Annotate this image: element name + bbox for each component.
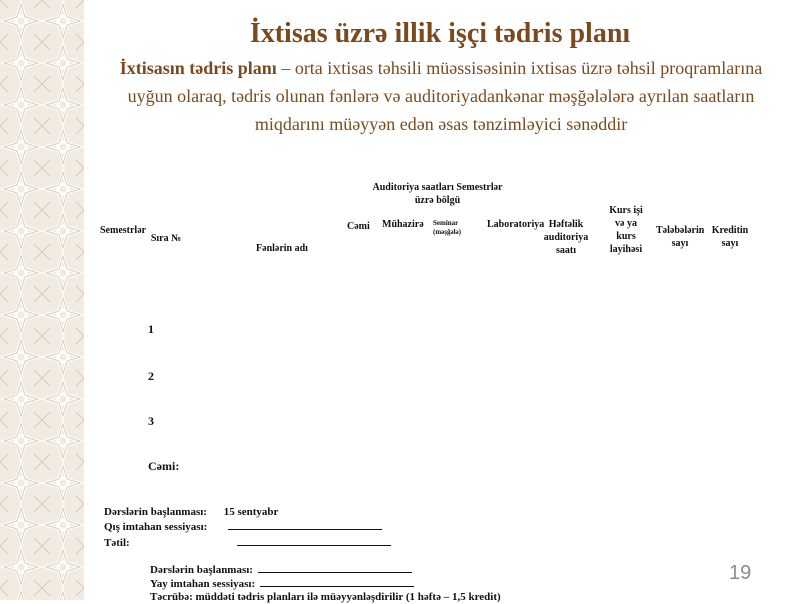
footer-start-semester1 — [104, 505, 278, 519]
footer-holiday-label: Tətil: — [104, 537, 130, 549]
header-telebe-sayi: Tələbələrin sayı — [656, 225, 705, 249]
table-row-number: 1 — [148, 322, 154, 336]
footer-winter-session — [104, 519, 382, 534]
header-muhazire: Mühazirə — [382, 219, 424, 230]
header-heftelik-saat: Həftəlik auditoriya saatı — [543, 219, 589, 256]
footer-start1-value: 15 sentyabr — [223, 506, 279, 518]
blank-line — [237, 535, 391, 546]
header-cemi: Cəmi — [347, 221, 370, 232]
footer-winter-label: Qış imtahan sessiyası: — [104, 521, 208, 533]
footer-summer-session — [150, 576, 414, 591]
footer-start1-label: Dərslərin başlanması: — [104, 506, 207, 518]
footer-practice-note: Təcrübə: müddəti tədris planları ilə müəyyənləşdirilir (1 həftə – 1,5 kredit) — [150, 591, 501, 603]
header-fenn-adi: Fənlərin adı — [256, 243, 308, 254]
header-kredit-sayi: Kreditin sayı — [711, 225, 749, 249]
header-laboratoriya: Laboratoriya — [487, 219, 545, 230]
table-total-label: Cəmi: — [148, 459, 180, 473]
table-row-number: 3 — [148, 414, 154, 428]
blank-line — [258, 562, 412, 573]
intro-paragraph — [96, 54, 786, 138]
slide-title: İxtisas üzrə illik işçi tədris planı — [249, 18, 631, 49]
blank-line — [260, 576, 414, 587]
decorative-pattern-sidebar — [0, 0, 84, 600]
header-kurs-isi: Kurs işi və ya kurs layihəsi — [609, 205, 643, 255]
header-semester: Semestrlər — [100, 225, 147, 236]
intro-bold-term: İxtisasın tədris planı — [119, 58, 277, 78]
intro-definition: – orta ixtisas təhsili müəssisəsinin ixtisas üzrə təhsil proqramlarına uyğun olaraq, tədris olunan fənlərə və auditoriyadankənar məşğələlərə ayrılan saatların miqdarını müəyyən edən əsas tənzimləyici sənəddir — [127, 58, 763, 134]
header-sira: Sıra № — [150, 233, 182, 244]
footer-holiday — [104, 535, 391, 550]
footer-start2-label: Dərslərin başlanması: — [150, 564, 253, 576]
page-number: 19 — [729, 562, 752, 584]
footer-start-semester2 — [150, 562, 412, 577]
header-seminar: Seminar (məşğələ) — [433, 219, 461, 236]
group-header-auditoriya: Auditoriya saatları Semestrlər üzrə bölgü — [372, 182, 503, 206]
table-row-number: 2 — [148, 369, 154, 383]
footer-summer-label: Yay imtahan sessiyası: — [150, 578, 256, 590]
blank-line — [228, 519, 382, 530]
